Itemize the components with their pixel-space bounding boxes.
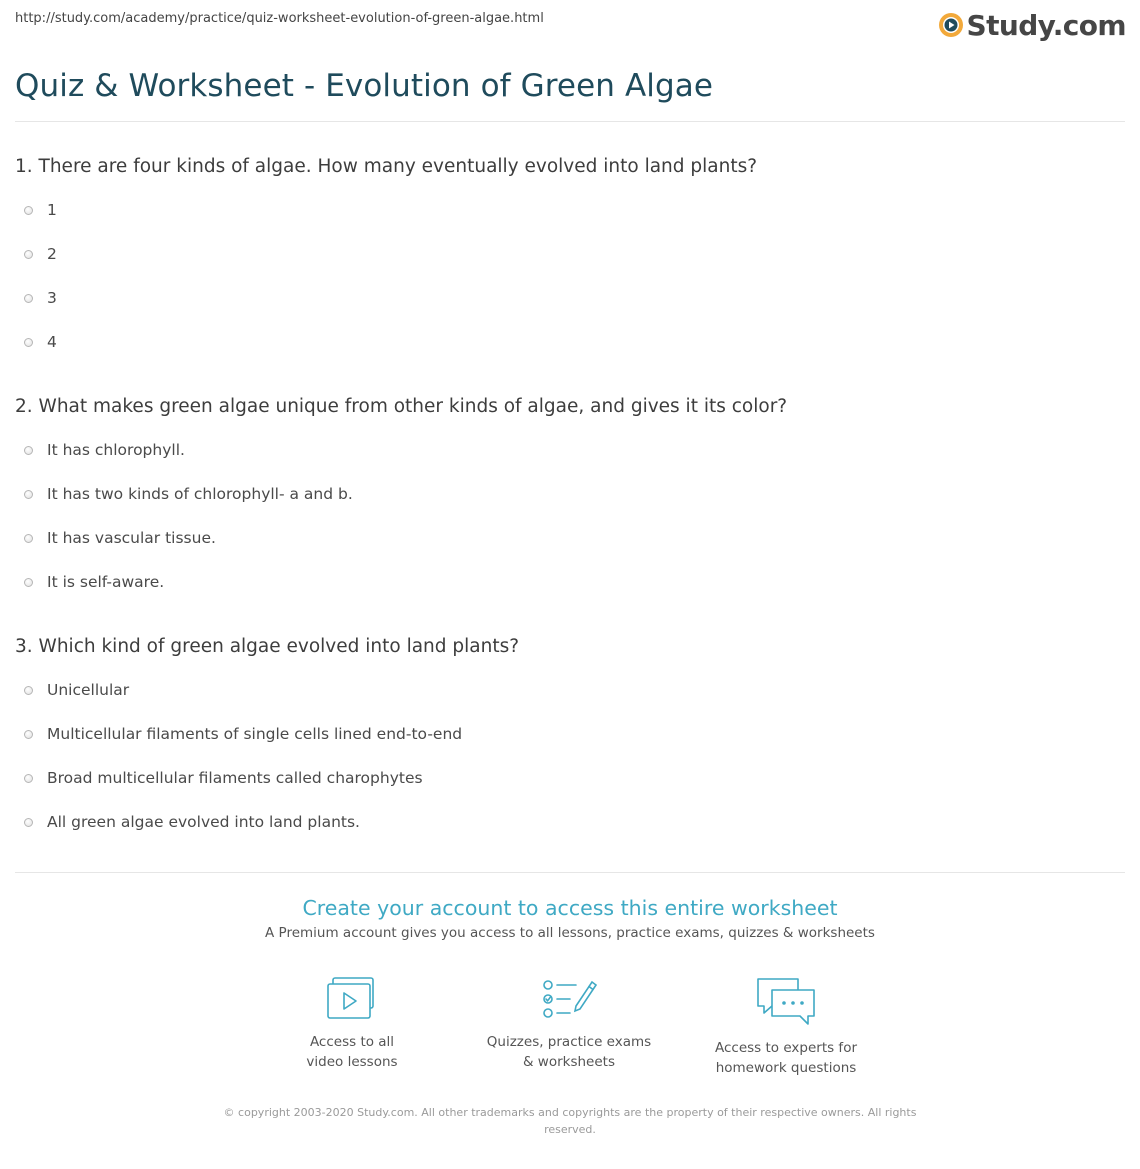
chat-bubbles-icon bbox=[754, 976, 818, 1028]
option-label: All green algae evolved into land plants. bbox=[47, 813, 360, 831]
radio-button[interactable] bbox=[24, 338, 33, 347]
option-label: It has chlorophyll. bbox=[47, 441, 185, 459]
radio-button[interactable] bbox=[24, 206, 33, 215]
feature-experts bbox=[686, 976, 886, 1078]
option-label: Multicellular filaments of single cells lined end-to-end bbox=[47, 725, 463, 743]
divider bbox=[15, 872, 1125, 873]
study-logo[interactable] bbox=[938, 5, 1126, 45]
feature-quizzes bbox=[469, 976, 669, 1072]
radio-button[interactable] bbox=[24, 250, 33, 259]
footer-line1: © copyright 2003-2020 Study.com. All other trademarks and copyrights are the property of their respective owners. All rights bbox=[223, 1106, 917, 1119]
question-3 bbox=[15, 635, 1125, 831]
radio-button[interactable] bbox=[24, 818, 33, 827]
play-circle-icon bbox=[938, 12, 964, 38]
feature-label-line2: & worksheets bbox=[522, 1054, 615, 1070]
feature-video-lessons bbox=[252, 976, 452, 1072]
feature-label-line2: video lessons bbox=[306, 1054, 398, 1070]
option-label: 1 bbox=[47, 201, 57, 219]
cta-subtitle: A Premium account gives you access to all lessons, practice exams, quizzes & worksheets bbox=[265, 925, 875, 941]
question-2 bbox=[15, 395, 1125, 591]
feature-label-line1: Quizzes, practice exams bbox=[486, 1034, 652, 1050]
question-text: 2. What makes green algae unique from other kinds of algae, and gives it its color? bbox=[15, 396, 788, 417]
page-title: Quiz & Worksheet - Evolution of Green Algae bbox=[15, 68, 714, 104]
quiz-checklist-icon bbox=[540, 976, 598, 1022]
feature-label-line1: Access to experts for bbox=[714, 1040, 857, 1056]
video-lessons-icon bbox=[325, 976, 379, 1022]
feature-label-line1: Access to all bbox=[309, 1034, 395, 1050]
option-label: It has two kinds of chlorophyll- a and b. bbox=[47, 485, 353, 503]
radio-button[interactable] bbox=[24, 774, 33, 783]
radio-button[interactable] bbox=[24, 730, 33, 739]
radio-button[interactable] bbox=[24, 578, 33, 587]
radio-button[interactable] bbox=[24, 534, 33, 543]
copyright-footer bbox=[215, 1104, 925, 1138]
page-url: http://study.com/academy/practice/quiz-worksheet-evolution-of-green-algae.html bbox=[15, 11, 544, 26]
cta-title-link[interactable]: Create your account to access this entire worksheet bbox=[302, 896, 838, 920]
radio-button[interactable] bbox=[24, 686, 33, 695]
radio-button[interactable] bbox=[24, 490, 33, 499]
option-label: 2 bbox=[47, 245, 57, 263]
divider bbox=[15, 121, 1125, 122]
logo-text: Study.com bbox=[966, 8, 1126, 42]
radio-button[interactable] bbox=[24, 294, 33, 303]
premium-features bbox=[15, 976, 1125, 1086]
question-text: 3. Which kind of green algae evolved into land plants? bbox=[15, 636, 520, 657]
option-label: Unicellular bbox=[47, 681, 130, 699]
radio-button[interactable] bbox=[24, 446, 33, 455]
feature-label-line2: homework questions bbox=[715, 1060, 857, 1076]
question-text: 1. There are four kinds of algae. How many eventually evolved into land plants? bbox=[15, 156, 758, 177]
option-label: It has vascular tissue. bbox=[47, 529, 216, 547]
footer-line2: reserved. bbox=[544, 1123, 596, 1136]
option-label: 4 bbox=[47, 333, 57, 351]
option-label: It is self-aware. bbox=[47, 573, 165, 591]
option-label: Broad multicellular filaments called charophytes bbox=[47, 769, 423, 787]
signup-cta bbox=[15, 893, 1125, 941]
question-1 bbox=[15, 155, 1125, 351]
option-label: 3 bbox=[47, 289, 57, 307]
